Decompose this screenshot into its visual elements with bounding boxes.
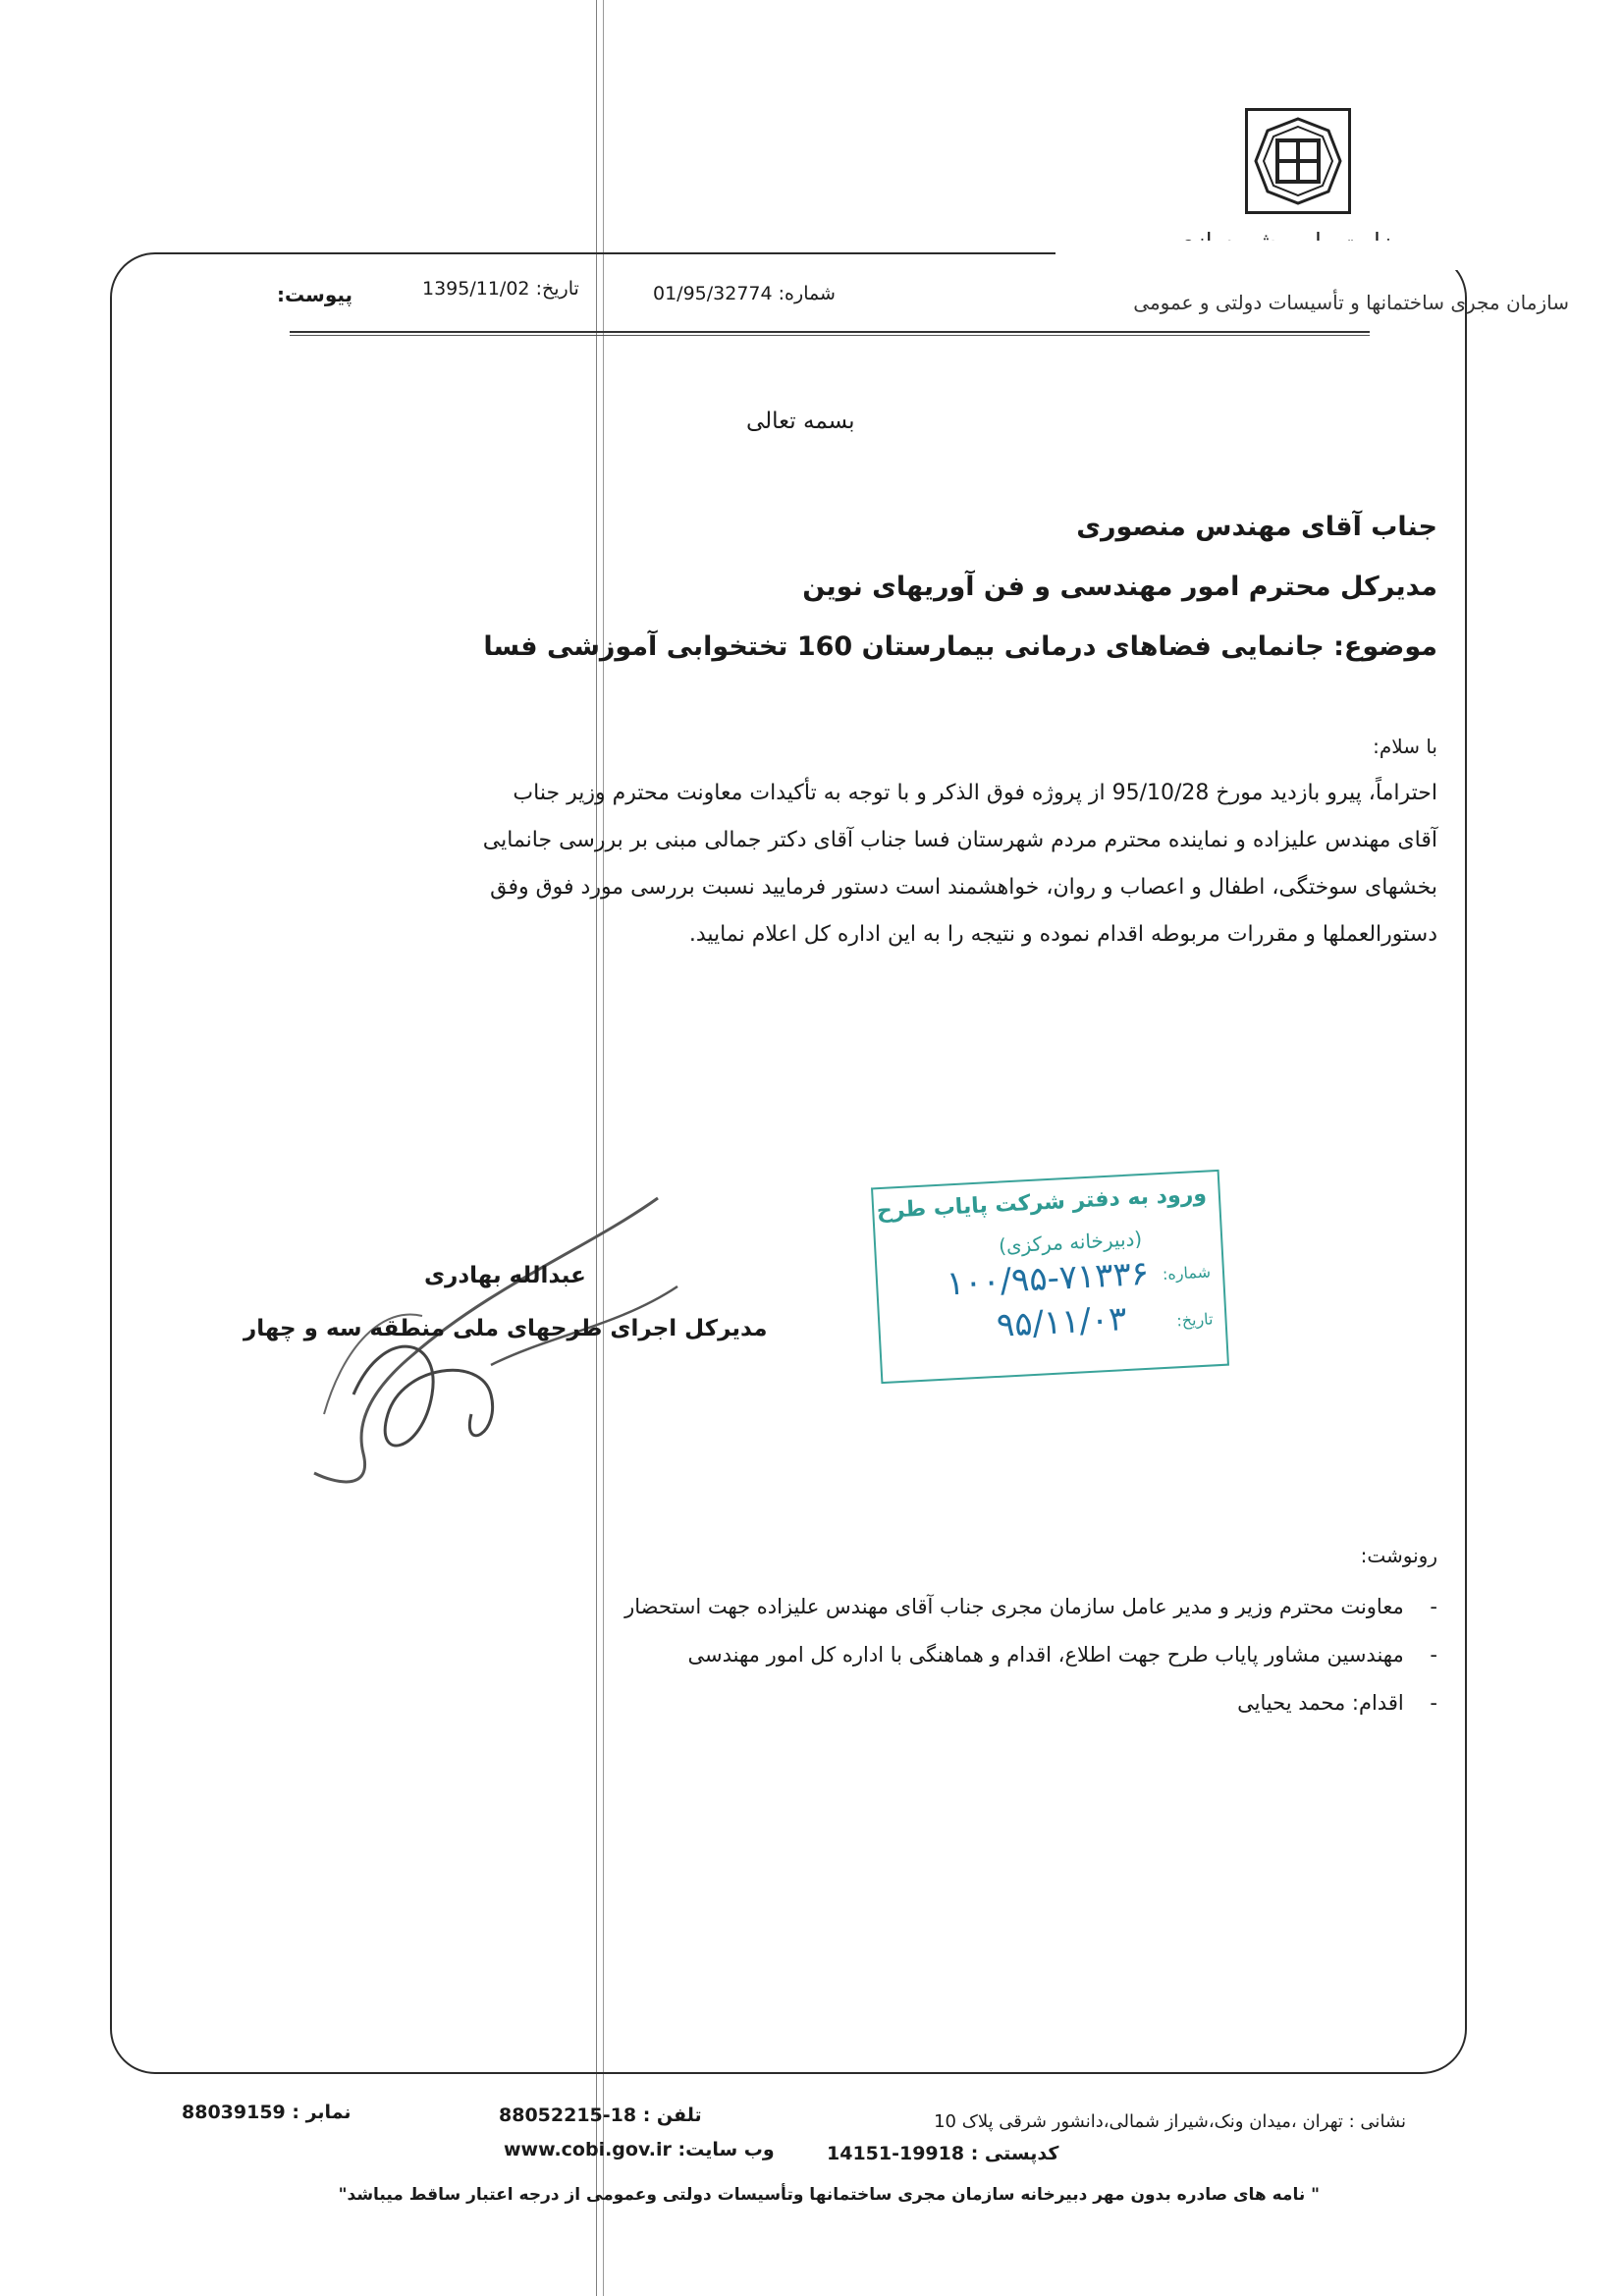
letter-body <box>200 770 1437 958</box>
ministry-logo <box>1245 108 1351 214</box>
footer-postal <box>827 2143 1058 2164</box>
letter-date-value: 1395/11/02 <box>422 278 530 300</box>
cc-bullet: - <box>1430 1691 1437 1715</box>
letter-number <box>653 283 836 304</box>
stamp-date-label: تاریخ: <box>1175 1309 1214 1331</box>
cc-title: رونوشت: <box>1360 1544 1437 1567</box>
header-rule <box>290 331 1370 333</box>
signatory-title: مدیرکل اجرای طرحهای ملی منطقه سه و چهار <box>244 1316 768 1341</box>
footer-disclaimer: " نامه های صادره بدون مهر دبیرخانه سازمان مجری ساختمانها وتأسیسات دولتی وعمومی از درجه اعتبار ساقط میباشد" <box>338 2185 1320 2205</box>
postal-label: کدپستی : <box>970 2143 1059 2164</box>
fax-value: 88039159 <box>182 2102 286 2123</box>
phone-value: 88052215-18 <box>499 2105 637 2126</box>
fax-label: نمابر : <box>292 2102 352 2123</box>
recipient-name: جناب آقای مهندس منصوری <box>1076 512 1437 542</box>
received-stamp <box>871 1170 1229 1384</box>
cc-item <box>624 1679 1437 1727</box>
greeting: با سلام: <box>1373 735 1437 758</box>
letter-subject: موضوع: جانمایی فضاهای درمانی بیمارستان 160 تختخوابی آموزشی فسا <box>483 631 1437 662</box>
cc-item-text: معاونت محترم وزیر و مدیر عامل سازمان مجری جناب آقای مهندس علیزاده جهت استحضار <box>624 1595 1404 1618</box>
cc-item-text: اقدام: محمد یحیایی <box>1237 1691 1404 1715</box>
organization-name: سازمان مجری ساختمانها و تأسیسات دولتی و عمومی <box>1133 291 1569 314</box>
body-line: بخشهای سوختگی، اطفال و اعصاب و روان، خواهشمند است دستور فرمایید نسبت بررسی مورد فوق وفق <box>490 875 1437 900</box>
letter-date <box>422 278 579 300</box>
stamp-number-label: شماره: <box>1162 1262 1212 1284</box>
website-label: وب سایت: <box>677 2139 775 2160</box>
stamp-date-value: ۹۵/۱۱/۰۳ <box>996 1299 1128 1345</box>
bismillah: بسمه تعالی <box>746 409 855 434</box>
handwritten-signature <box>295 1169 727 1522</box>
footer-website <box>504 2139 775 2160</box>
website-value: www.cobi.gov.ir <box>504 2139 672 2160</box>
ministry-emblem-icon <box>1248 111 1348 211</box>
letter-number-value: 01/95/32774 <box>653 283 773 304</box>
recipient-title: مدیرکل محترم امور مهندسی و فن آوریهای نوین <box>802 572 1437 602</box>
phone-label: تلفن : <box>642 2105 702 2126</box>
cc-item-text: مهندسین مشاور پایاب طرح جهت اطلاع، اقدام و هماهنگی با اداره کل امور مهندسی <box>687 1643 1404 1667</box>
cc-list <box>624 1583 1437 1727</box>
body-line: آقای مهندس علیزاده و نماینده محترم مردم شهرستان فسا جناب آقای دکتر جمالی مبنی بر بررسی جانمایی <box>482 828 1437 852</box>
cc-bullet: - <box>1430 1595 1437 1618</box>
letter-date-label: تاریخ: <box>535 278 579 300</box>
attachment-label: پیوست: <box>277 283 353 306</box>
body-line: دستورالعملها و مقررات مربوطه اقدام نموده و نتیجه را به این اداره کل اعلام نمایید. <box>688 922 1437 947</box>
postal-value: 14151-19918 <box>827 2143 965 2164</box>
letter-number-label: شماره: <box>778 283 836 304</box>
stamp-number-value: ۱۰۰/۹۵-۷۱۳۳۶ <box>945 1253 1151 1304</box>
stamp-line1: ورود به دفتر شرکت پایاب طرح <box>876 1181 1208 1225</box>
footer-address: نشانی : تهران ،میدان ونک،شیراز شمالی،دانشور شرقی پلاک 10 <box>934 2111 1406 2132</box>
cc-item <box>624 1631 1437 1679</box>
header-rule-inner <box>290 335 1370 336</box>
signatory-name: عبدالله بهادری <box>424 1263 586 1288</box>
stamp-line2: (دبیرخانه مرکزی) <box>998 1227 1143 1258</box>
cc-item <box>624 1583 1437 1631</box>
footer-phone <box>499 2105 702 2126</box>
frame-gap <box>1056 241 1478 270</box>
body-line: احتراماً، پیرو بازدید مورخ 95/10/28 از پروژه فوق الذکر و با توجه به تأکیدات معاونت محترم وزیر جناب <box>513 781 1437 805</box>
cc-bullet: - <box>1430 1643 1437 1667</box>
footer-fax <box>182 2102 352 2123</box>
